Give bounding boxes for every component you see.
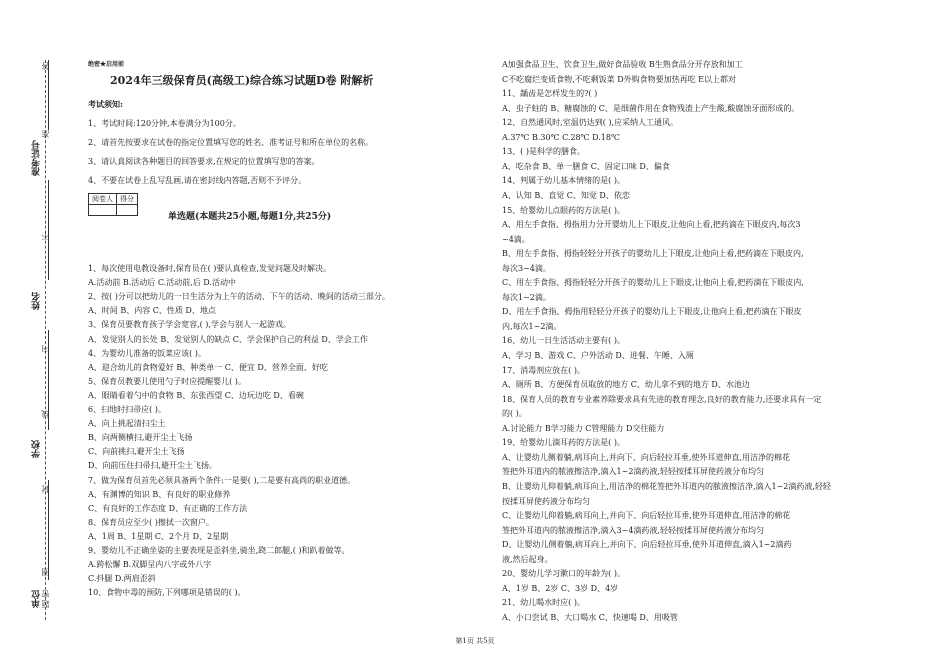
question-line: 每次1~2滴。 [502,292,551,302]
question-line: 内,每次1~2滴。 [502,321,562,331]
question-line: D、让婴幼儿侧着躺,病耳向上,并向下、向后轻拉耳垂,使外耳道伸直,滴入1~2滴药 [502,540,792,550]
notice-item: 1、考试时间:120分钟,本卷满分为100分。 [88,119,241,128]
question-line: 3、保育员要教育孩子学会宽容,( ),学会与别人一起游戏。 [88,320,291,330]
question-line: C、让婴幼儿仰着躺,病耳向上,并向下、向后轻拉耳垂,使外耳道伸直,用洁净的棉花 [502,511,791,521]
question-line: A、有渊博的知识 B、有良好的职业修养 [88,489,231,499]
question-line: 21、幼儿喝水时应( )。 [502,598,585,608]
question-line: 按揉耳屏使药液分布均匀 [502,496,590,506]
question-line: A、迎合幼儿的食物爱好 B、种类单一 C、便宜 D、营养全面、好吃 [88,362,328,372]
question-line: A.讨论能力 B学习能力 C管理能力 D交往能力 [502,423,665,433]
notice-item: 2、请首先按要求在试卷的指定位置填写您的姓名、准考证号和所在单位的名称。 [88,138,374,147]
margin-label-exam-number: 准考证号 [32,140,42,176]
notice-item: 4、不要在试卷上乱写乱画,请在密封线内答题,否则不予评分。 [88,176,307,185]
score-table-score-label: 得分 [117,194,138,205]
question-line: 16、幼儿一日生活活动主要有( )。 [502,336,625,346]
question-line: 5、保育员教要儿使用勺子时应提醒婴儿( )。 [88,376,246,386]
question-line: 液,然后起身。 [502,554,553,564]
question-line: A.活动前 B.活动后 C.活动前,后 D.活动中 [88,278,236,288]
margin-seal-char: 线 [41,410,50,418]
margin-seal-char: 不 [41,232,50,240]
question-line: 每次3~4滴。 [502,263,551,273]
margin-seal-char: 准 [41,130,50,138]
question-line: A.跨松懈 B.双脚呈内八字或外八字 [88,560,212,570]
question-line: 6、扫地时扫帚应( )。 [88,405,166,414]
question-line: A、小口尝试 B、大口喝水 C、快速喝 D、用吸管 [502,612,678,622]
question-line: 签把外耳道内的脓液擦洁净,滴入3~4滴药液,轻轻按揉耳屏使药液分布均匀 [502,525,764,535]
question-line: A、1周 B、1星期 C、2个月 D、2星期 [88,531,229,541]
question-line: 19、给婴幼儿滴耳药的方法是( )。 [502,438,625,448]
question-line: 15、给婴幼儿点眼药的方法是( )。 [502,205,625,215]
score-table-reviewer-cell[interactable] [89,205,117,216]
margin-label-school: 学校 [32,440,42,458]
question-line: 4、为婴幼儿准备的饭菜应该( )。 [88,348,206,358]
question-line: 1、每次使用电教设备时,保育员在( )要认真检查,发觉问题及时解决。 [88,264,331,273]
question-line: A、让婴幼儿侧着躺,病耳向上,并向下、向后轻拉耳垂,使外耳道伸直,用洁净的棉花 [502,452,790,462]
question-line: 8、保育员应至少( )擦拭一次窗户。 [88,517,214,527]
seal-dashed-line [45,60,46,620]
question-line: 的( )。 [502,409,527,419]
margin-seal-char: 封 [41,485,50,493]
question-line: 签把外耳道内的脓液擦洁净,滴入1~2滴药液,轻轻按揉耳屏使药液分布均匀 [502,467,764,477]
margin-label-unit: 单位 [32,590,42,608]
question-line: A、认知 B、直觉 C、知觉 D、依恋 [502,190,630,200]
margin-seal-char: 圈 [41,568,50,576]
question-line: 14、判属于幼儿基本情绪的是( )。 [502,176,625,186]
question-line: 17、消毒剂应放在( )。 [502,365,585,375]
margin-fill-line [48,480,49,580]
margin-seal-char: 内 [41,345,50,353]
question-line: C不吃腐烂变质食物,不吃剩饭菜 D外购食物要加热再吃 E以上都对 [502,74,737,84]
question-line: A、1岁 B、2岁 C、3岁 D、4岁 [502,583,619,593]
question-line: ~4滴。 [502,234,530,244]
question-line: 10、食物中毒的预防,下列哪项是错误的( )。 [88,588,246,598]
margin-fill-line [48,60,49,130]
question-line: 13、( )是科学的膳食。 [502,147,585,157]
secret-mark: 绝密★启用前 [88,61,125,68]
margin-fill-line [48,180,49,280]
question-line: 20、婴幼儿学习漱口的年龄为( )。 [502,569,625,579]
margin-label-name: 姓名 [32,292,42,310]
score-table-score-cell[interactable] [117,205,138,216]
notice-heading: 考试须知: [88,99,123,109]
score-table [88,193,138,216]
question-line: 18、保育人员的教育专业素养除要求具有先进的教育理念,良好的教育能力,还要求具有一定 [502,394,822,404]
question-line: A.37℃ B.30℃ C.28℃ D.18℃ [502,132,620,142]
binding-margin [0,0,75,671]
question-line: D、用左手食指、拇指用轻轻分开孩子的婴幼儿上下眼皮,让他向上看,把药滴在下眼皮 [502,307,802,317]
question-line: D、向前压住扫帚扫,避开尘土飞扬。 [88,461,217,471]
page-title: 2024年三级保育员(高级工)综合练习试题D卷 附解析 [110,74,374,87]
question-line: 12、自然通风时,室温仍达到( ),应采纳人工通风。 [502,118,679,128]
question-line: A、眼睛看着勺中的食物 B、东张西望 C、边玩边吃 D、看碗 [88,390,304,400]
question-line: A、吃杂食 B、单一膳食 C、固定口味 D、偏食 [502,161,670,171]
question-line: 9、婴幼儿不正确坐姿的主要表现是歪斜坐,骑坐,跷二郎腿,( )和趴着做等。 [88,546,350,555]
question-line: A加强食品卫生、饮食卫生,做好食品验收 B生熟食品分开存放和加工 [502,60,743,69]
question-line: 11、龋齿是怎样发生的?( ) [502,89,598,99]
question-line: B、用左手食指、拇指轻轻分开孩子的婴幼儿上下眼皮,让他向上看,把药滴在下眼皮内, [502,249,804,259]
question-line: C、用左手食指、拇指轻轻分开孩子的婴幼儿上下眼皮,让他向上看,把药滴在下眼皮内, [502,278,804,288]
margin-seal-char: 题 [41,600,50,608]
notice-item: 3、请认真阅读各种题目的回答要求,在规定的位置填写您的答案。 [88,157,320,166]
section-heading: 单选题(本题共25小题,每题1分,共25分) [168,212,332,222]
question-line: 2、按( )分可以把幼儿的一日生活分为上午的活动、下午的活动、晚间的活动三部分。 [88,292,390,302]
score-table-reviewer-label: 阅卷人 [89,194,117,205]
margin-seal-char: 密 [41,590,50,598]
question-line: A、时间 B、内容 C、性质 D、地点 [88,306,216,316]
question-line: A、向上挑起清扫尘土 [88,419,166,429]
question-line: A、用左手食指、拇指用力分开婴幼儿上下眼皮,让他向上看,把药滴在下眼皮内,每次3 [502,220,801,230]
margin-seal-char: 答 [41,62,50,70]
question-line: A、学习 B、游戏 C、户外活动 D、进餐、午睡、入厕 [502,351,694,360]
page-footer: 第1页 共5页 [455,637,495,645]
question-line: A、虫子蛀的 B、糖腐蚀的 C、是细菌作用在食物残渣上产生酸,酸腐蚀牙面形成的。 [502,103,800,113]
question-line: C、有良好的工作态度 D、有正确的工作方法 [88,503,248,513]
question-line: A、厕所 B、方便保育员取放的地方 C、幼儿拿不到的地方 D、水池边 [502,380,750,390]
question-line: B、向两侧横扫,避开尘土飞扬 [88,433,193,443]
question-line: C、向前挑扫,避开尘土飞扬 [88,447,185,457]
question-line: 7、做为保育员首先必须具备两个条件:一是要( ),二是要有高尚的职业道德。 [88,475,356,485]
question-line: B、让婴幼儿仰着躺,病耳向上,用洁净的棉花签把外耳道内的脓液擦洁净,滴入1~2滴药液,轻轻 [502,481,831,491]
question-line: C.抖腿 D.两肩歪斜 [88,574,156,584]
question-line: A、发觉别人的长处 B、发觉别人的缺点 C、学会保护自己的利益 D、学会工作 [88,334,368,344]
